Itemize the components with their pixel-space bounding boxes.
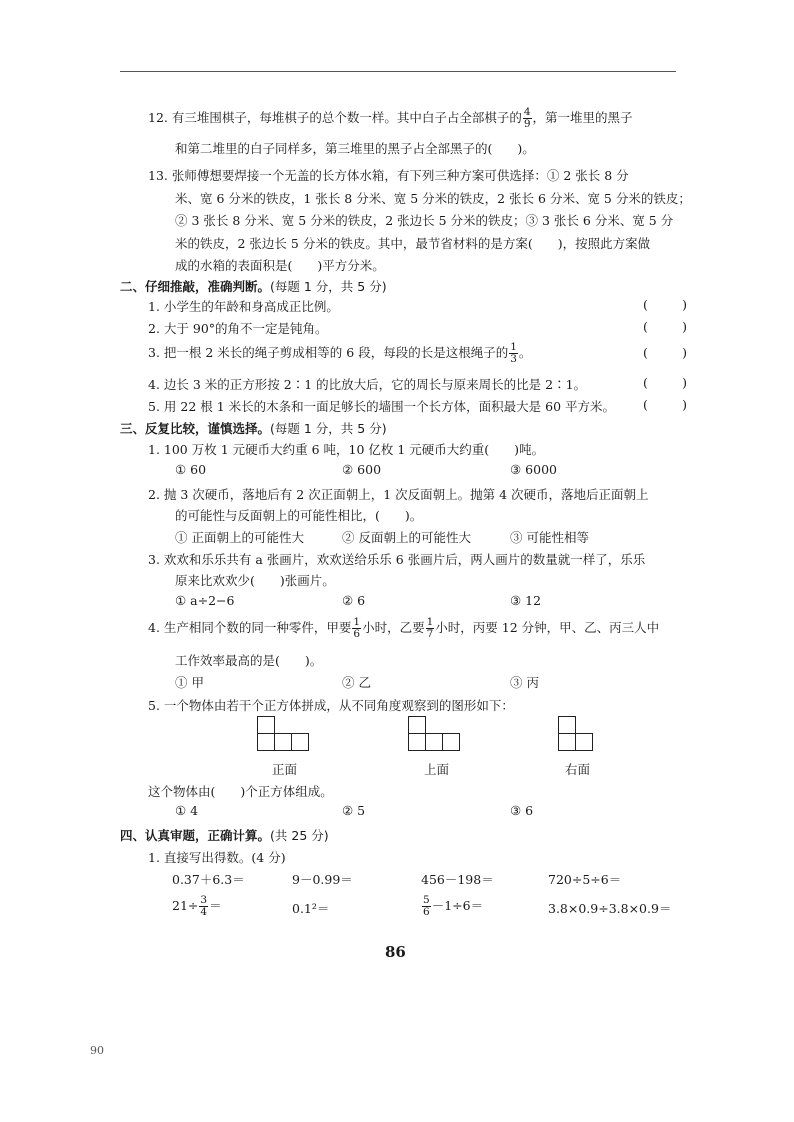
q12-line2: 和第二堆里的白子同样多，第三堆里的黑子占全部黑子的( )。 [175, 141, 535, 156]
choice-q1-option-1[interactable]: ① 60 [175, 462, 207, 477]
judge-answer-4[interactable]: ( ) [643, 375, 687, 390]
choice-q3-option-1[interactable]: ① a÷2−6 [175, 593, 235, 608]
choice-q5-line2: 这个物体由( )个正方体组成。 [148, 784, 333, 799]
judge-answer-5[interactable]: ( ) [643, 397, 687, 412]
q12-line1 [148, 107, 633, 130]
right-view-cell [575, 733, 593, 751]
choice-q5-option-1[interactable]: ① 4 [175, 803, 199, 818]
front-view-cell [291, 733, 309, 751]
right-view-cell [558, 716, 576, 734]
calc-r2-c3: $\frac{5}{6}$ －1÷6＝ [423, 894, 484, 919]
judge-item-2: 2. 大于 90°的角不一定是钝角。 [148, 321, 328, 336]
q13-line2: 米、宽 6 分米的铁皮，1 张长 8 分米、宽 5 分米的铁皮，2 张长 6 分米、宽 5 分米的铁皮； [175, 191, 691, 206]
choice-q1-option-2[interactable]: ② 600 [342, 462, 382, 477]
choice-q2-option-2[interactable]: ② 反面朝上的可能性大 [342, 530, 471, 545]
choice-q1: 1. 100 万枚 1 元硬币大约重 6 吨，10 亿枚 1 元硬币大约重( )吨。 [148, 442, 545, 457]
judge-answer-3[interactable]: ( ) [643, 345, 687, 360]
front-view-cell [274, 733, 292, 751]
choice-q4-fraction-1: $\frac{1}{6}$ [353, 616, 361, 641]
top-view-cell [408, 733, 426, 751]
right-view-figure [558, 716, 600, 754]
section3-title: 三、反复比较，谨慎选择。(每题 1 分，共 5 分) [120, 421, 387, 436]
choice-q2-line2: 的可能性与反面朝上的可能性相比，( )。 [175, 508, 423, 523]
calc-r2-c3-fraction: $\frac{5}{6}$ [423, 894, 430, 919]
page-number: 86 [385, 943, 406, 961]
footer-number: 90 [90, 1044, 104, 1057]
caption-right: 右面 [565, 762, 591, 777]
choice-q3-line2: 原来比欢欢少( )张画片。 [175, 573, 335, 588]
q12-text-b: ，第一堆里的黑子 [532, 110, 633, 126]
choice-q2-option-3[interactable]: ③ 可能性相等 [510, 530, 589, 545]
section4-sub1: 1. 直接写出得数。(4 分) [148, 850, 286, 865]
choice-q4-option-1[interactable]: ① 甲 [175, 675, 204, 690]
choice-q3-option-3[interactable]: ③ 12 [510, 593, 542, 608]
front-view-cell [257, 716, 275, 734]
choice-q4-line2: 工作效率最高的是( )。 [175, 653, 323, 668]
judge-item-3-fraction: $\frac{1}{3}$ [510, 341, 517, 366]
choice-q5-line1: 5. 一个物体由若干个正方体拼成，从不同角度观察到的图形如下： [148, 698, 514, 713]
choice-q4-line1: 4. 生产相同个数的同一种零件，甲要 $\frac{1}{6}$ 小时，乙要 $\frac{1}{7}$ 小时，丙要 12 分钟，甲、乙、丙三人中 [148, 616, 660, 641]
calc-r2-c2: 0.1²＝ [292, 901, 330, 916]
calc-r2-c1: 21÷ $\frac{3}{4}$ ＝ [172, 894, 222, 919]
caption-top: 上面 [424, 762, 450, 777]
front-view-figure [257, 716, 317, 754]
q13-line5: 成的水箱的表面积是( )平方分米。 [175, 258, 385, 273]
section4-title: 四、认真审题，正确计算。(共 25 分) [120, 828, 329, 843]
q12-fraction: $\frac{4}{9}$ [523, 106, 531, 131]
choice-q2-option-1[interactable]: ① 正面朝上的可能性大 [175, 530, 304, 545]
choice-q3-option-2[interactable]: ② 6 [342, 593, 366, 608]
choice-q2-line1: 2. 抛 3 次硬币，落地后有 2 次正面朝上，1 次反面朝上。抛第 4 次硬币，落地后正面朝上 [148, 487, 649, 502]
judge-item-3: 3. 把一根 2 米长的绳子剪成相等的 6 段，每段的长是这根绳子的 $\frac{1}{3}$ 。 [148, 341, 532, 366]
caption-front: 正面 [272, 762, 298, 777]
judge-answer-1[interactable]: ( ) [643, 297, 687, 312]
header-rule [120, 71, 676, 72]
choice-q4-option-2[interactable]: ② 乙 [342, 675, 371, 690]
judge-item-5: 5. 用 22 根 1 米长的木条和一面足够长的墙围一个长方体，面积最大是 60 平方米。 [148, 399, 616, 414]
calc-r2-c1-fraction: $\frac{3}{4}$ [200, 894, 208, 919]
choice-q5-option-2[interactable]: ② 5 [342, 803, 366, 818]
calc-r1-c2: 9－0.99＝ [292, 872, 353, 887]
top-view-cell [442, 733, 460, 751]
section2-title: 二、仔细推敲，准确判断。(每题 1 分，共 5 分) [120, 279, 387, 294]
right-view-cell [558, 733, 576, 751]
front-view-cell [257, 733, 275, 751]
judge-answer-2[interactable]: ( ) [643, 319, 687, 334]
top-view-figure [408, 716, 468, 754]
choice-q4-option-3[interactable]: ③ 丙 [510, 675, 539, 690]
q13-line4: 米的铁皮，2 张边长 5 分米的铁皮。其中，最节省材料的是方案( )，按照此方案做 [175, 236, 651, 251]
calc-r1-c1: 0.37＋6.3＝ [172, 872, 245, 887]
top-view-cell [425, 733, 443, 751]
choice-q1-option-3[interactable]: ③ 6000 [510, 462, 557, 477]
calc-r1-c4: 720÷5÷6＝ [548, 872, 622, 887]
judge-item-1: 1. 小学生的年龄和身高成正比例。 [148, 299, 339, 314]
q13-line1: 13. 张师傅想要焊接一个无盖的长方体水箱，有下列三种方案可供选择：① 2 张长 8 分 [148, 168, 629, 183]
judge-item-4: 4. 边长 3 米的正方形按 2∶1 的比放大后，它的周长与原来周长的比是 2∶1。 [148, 377, 587, 392]
choice-q4-fraction-2: $\frac{1}{7}$ [426, 616, 434, 641]
calc-r1-c3: 456－198＝ [421, 872, 494, 887]
q13-line3: ② 3 张长 8 分米、宽 5 分米的铁皮，2 张边长 5 分米的铁皮；③ 3 张长 6 分米、宽 5 分 [175, 213, 674, 228]
choice-q5-option-3[interactable]: ③ 6 [510, 803, 534, 818]
choice-q3-line1: 3. 欢欢和乐乐共有 a 张画片，欢欢送给乐乐 6 张画片后，两人画片的数量就一样了，乐乐 [148, 552, 646, 567]
calc-r2-c4: 3.8×0.9÷3.8×0.9＝ [548, 901, 672, 916]
top-view-cell [408, 716, 426, 734]
q12-text-a: 12. 有三堆围棋子，每堆棋子的总个数一样。其中白子占全部棋子的 [148, 110, 522, 126]
